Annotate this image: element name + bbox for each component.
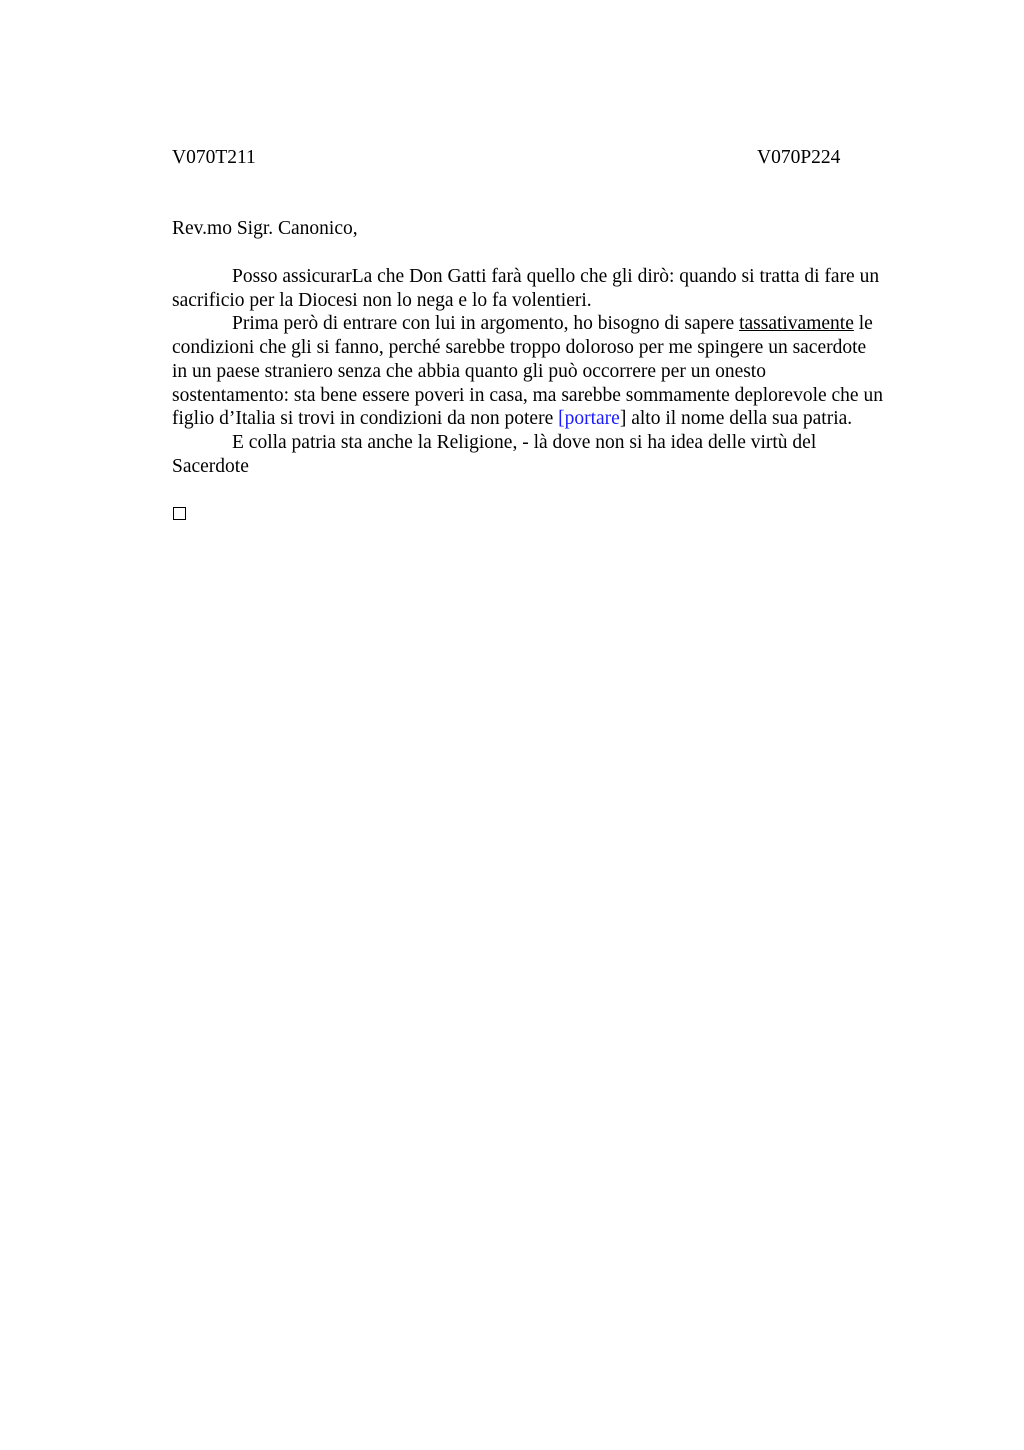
- paragraph-1-line-2: sacrificio per la Diocesi non lo nega e lo fa volentieri.: [172, 289, 592, 311]
- empty-square-icon: [173, 507, 186, 520]
- document-code-left: V070T211: [172, 147, 256, 168]
- paragraph-2-line-5: [172, 407, 932, 431]
- paragraph-2-line-5-end: ] alto il nome della sua patria.: [619, 408, 853, 430]
- paragraph-3-line-2: Sacerdote: [172, 455, 249, 477]
- letter-salutation: Rev.mo Sigr. Canonico,: [172, 218, 358, 239]
- paragraph-2-line-4: sostentamento: sta bene essere poveri in casa, ma sarebbe sommamente deplorevole che un: [172, 384, 883, 406]
- paragraph-2-line-1-text: Prima però di entrare con lui in argomento, ho bisogno di sapere: [232, 313, 740, 335]
- letter-body: [172, 265, 932, 478]
- paragraph-1-line-1-text: Posso assicurarLa che Don Gatti farà quello che gli dirò: quando si tratta di fare un: [232, 266, 880, 287]
- paragraph-2-line-3: in un paese straniero senza che abbia quanto gli può occorrere per un onesto: [172, 360, 766, 382]
- paragraph-3-line-1: [172, 431, 932, 455]
- document-code-right: V070P224: [757, 147, 841, 168]
- paragraph-2-line-5-text: figlio d’Italia si trovi in condizioni da non potere: [172, 408, 559, 430]
- paragraph-2-line-2: condizioni che gli si fanno, perché sarebbe troppo doloroso per me spingere un sacerdote: [172, 337, 867, 359]
- paragraph-2-line-1: [172, 312, 932, 336]
- paragraph-3-line-1-text: E colla patria sta anche la Religione, - là dove non si ha idea delle virtù del: [232, 431, 817, 453]
- paragraph-2-line-1-end: le: [853, 313, 873, 335]
- editorial-insertion: [portare: [558, 408, 620, 430]
- underlined-word: tassativamente: [739, 313, 854, 335]
- paragraph-1-line-1: [172, 265, 932, 289]
